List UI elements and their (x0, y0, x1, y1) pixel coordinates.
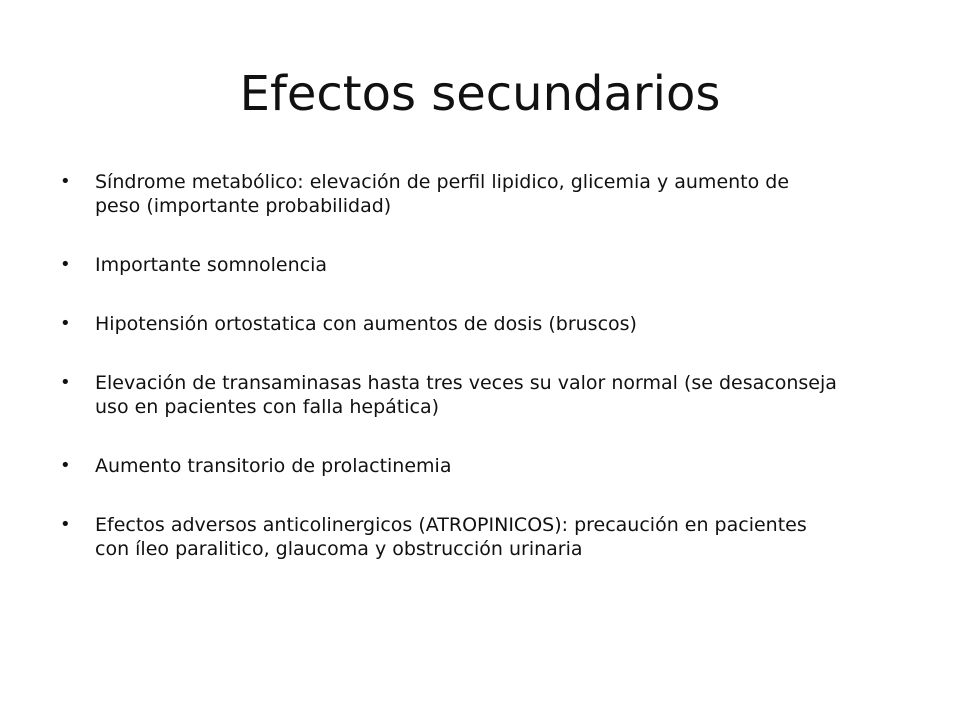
bullet-list (60, 170, 840, 596)
bullet-item (60, 253, 840, 277)
bullet-item (60, 371, 840, 419)
bullet-marker: • (60, 514, 71, 535)
bullet-item (60, 170, 840, 218)
bullet-item (60, 312, 840, 336)
bullet-text: Hipotensión ortostatica con aumentos de dosis (bruscos) (95, 313, 637, 335)
bullet-text: Aumento transitorio de prolactinemia (95, 455, 452, 477)
bullet-marker: • (60, 171, 71, 192)
bullet-item (60, 454, 840, 478)
bullet-text: Importante somnolencia (95, 254, 327, 276)
bullet-text: Síndrome metabólico: elevación de perfil lipidico, glicemia y aumento de peso (importante probabilidad) (95, 171, 790, 217)
bullet-text: Elevación de transaminasas hasta tres veces su valor normal (se desaconseja uso en pacientes con falla hepática) (95, 372, 837, 418)
bullet-marker: • (60, 254, 71, 275)
bullet-marker: • (60, 313, 71, 334)
bullet-item (60, 513, 840, 561)
bullet-marker: • (60, 455, 71, 476)
bullet-text: Efectos adversos anticolinergicos (ATROPINICOS): precaución en pacientes con íleo paralitico, glaucoma y obstrucción urinaria (95, 514, 807, 560)
slide-title: Efectos secundarios (239, 66, 721, 122)
bullet-marker: • (60, 372, 71, 393)
